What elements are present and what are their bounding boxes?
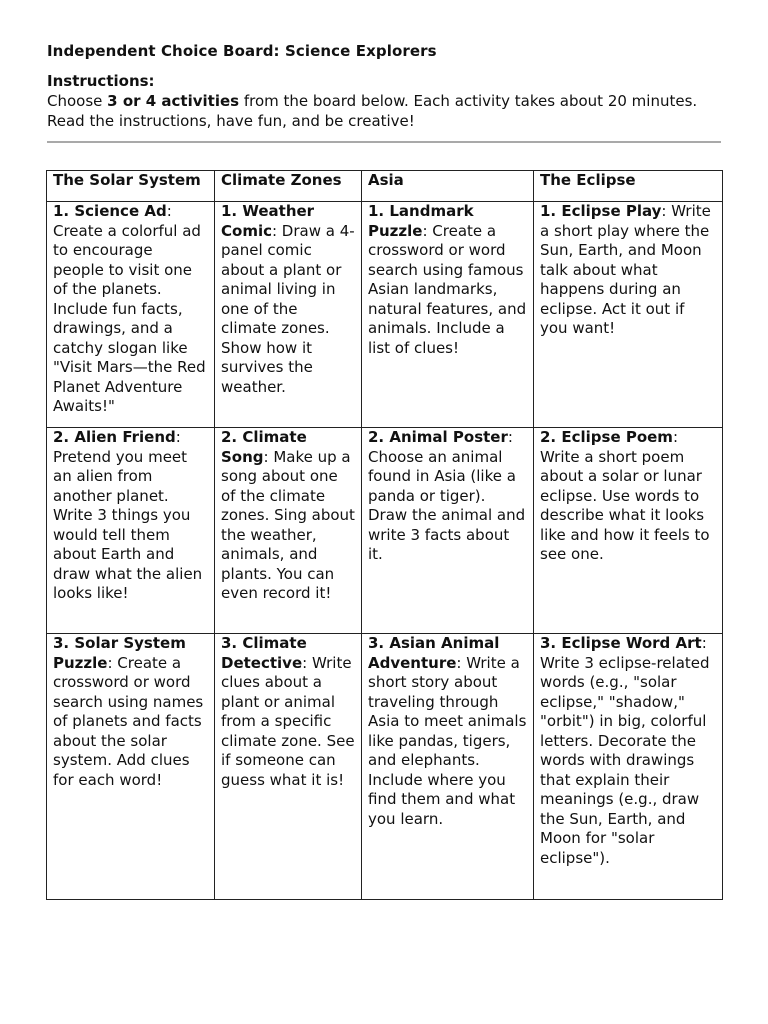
activity-description: : Draw a 4-panel comic about a plant or animal living in one of the climate zones. Show how it survives the weather. (221, 221, 355, 396)
activity-title: 1. Landmark Puzzle (368, 202, 474, 240)
instructions-line1-end: from the board below. Each activity takes about 20 minutes. (239, 92, 698, 110)
activity-cell (362, 428, 534, 634)
instructions-line2: Read the instructions, have fun, and be creative! (47, 112, 415, 130)
activity-description: : Write a short play where the Sun, Earth, and Moon talk about what happens during an eclipse. Act it out if you want! (540, 202, 711, 337)
activity-cell (215, 202, 362, 428)
activity-title: 3. Eclipse Word Art (540, 634, 702, 652)
horizontal-divider (47, 141, 721, 143)
activity-cell (215, 428, 362, 634)
activity-description: : Pretend you meet an alien from another planet. Write 3 things you would tell them about Earth and draw what the alien looks like! (53, 428, 203, 602)
activity-title: 2. Alien Friend (53, 428, 176, 446)
activity-title: 2. Climate Song (221, 428, 307, 466)
activity-description: : Create a crossword or word search using famous Asian landmarks, natural features, and animals. Include a list of clues! (368, 221, 527, 357)
column-header-solar-system: The Solar System (47, 171, 215, 202)
table-row (47, 202, 723, 428)
column-header-asia: Asia (362, 171, 534, 202)
column-header-eclipse: The Eclipse (534, 171, 723, 202)
activity-cell (534, 202, 723, 428)
activity-description: : Write a short story about traveling through Asia to meet animals like pandas, tigers, and elephants. Include where you find them and what you learn. (368, 653, 527, 828)
choice-board-table (46, 170, 723, 900)
activity-description: : Choose an animal found in Asia (like a panda or tiger). Draw the animal and write 3 facts about it. (368, 428, 526, 563)
activity-title: 1. Science Ad (53, 202, 167, 220)
activity-cell (47, 634, 215, 900)
activity-description: : Write a short poem about a solar or lunar eclipse. Use words to describe what it looks like and how it feels to see one. (540, 428, 710, 563)
activity-description: : Create a crossword or word search using names of planets and facts about the solar system. Add clues for each word! (53, 653, 204, 789)
activity-cell (215, 634, 362, 900)
instructions-line1-start: Choose (47, 92, 108, 110)
activity-description: : Create a colorful ad to encourage people to visit one of the planets. Include fun facts, drawings, and a catchy slogan like "Visit Mars—the Red Planet Adventure Awaits!" (53, 202, 206, 415)
activity-title: 3. Asian Animal Adventure (368, 634, 500, 672)
table-row (47, 428, 723, 634)
activity-cell (47, 428, 215, 634)
column-header-climate-zones: Climate Zones (215, 171, 362, 202)
page-title: Independent Choice Board: Science Explorers (47, 42, 437, 60)
activity-description: : Write clues about a plant or animal from a specific climate zone. See if someone can guess what it is! (221, 653, 355, 789)
activity-title: 3. Solar System Puzzle (53, 634, 186, 672)
activity-title: 2. Animal Poster (368, 428, 508, 446)
header-row (47, 171, 723, 202)
table-row (47, 634, 723, 900)
instructions-heading: Instructions: (47, 72, 155, 90)
activity-cell (534, 428, 723, 634)
activity-cell (47, 202, 215, 428)
instructions-activity-count: 3 or 4 activities (107, 92, 240, 110)
activity-cell (362, 634, 534, 900)
activity-title: 2. Eclipse Poem (540, 428, 673, 446)
activity-description: : Write 3 eclipse-related words (e.g., "solar eclipse," "shadow," "orbit") in big, colorful letters. Decorate the words with drawings that explain their meanings (e.g., draw the Sun, Earth, and Moon for "solar eclipse"). (540, 634, 710, 867)
instructions-body (47, 91, 737, 131)
activity-title: 3. Climate Detective (221, 634, 307, 672)
activity-title: 1. Weather Comic (221, 202, 315, 240)
activity-cell (362, 202, 534, 428)
activity-cell (534, 634, 723, 900)
activity-description: : Make up a song about one of the climate zones. Sing about the weather, animals, and plants. You can even record it! (221, 447, 355, 602)
activity-title: 1. Eclipse Play (540, 202, 662, 220)
